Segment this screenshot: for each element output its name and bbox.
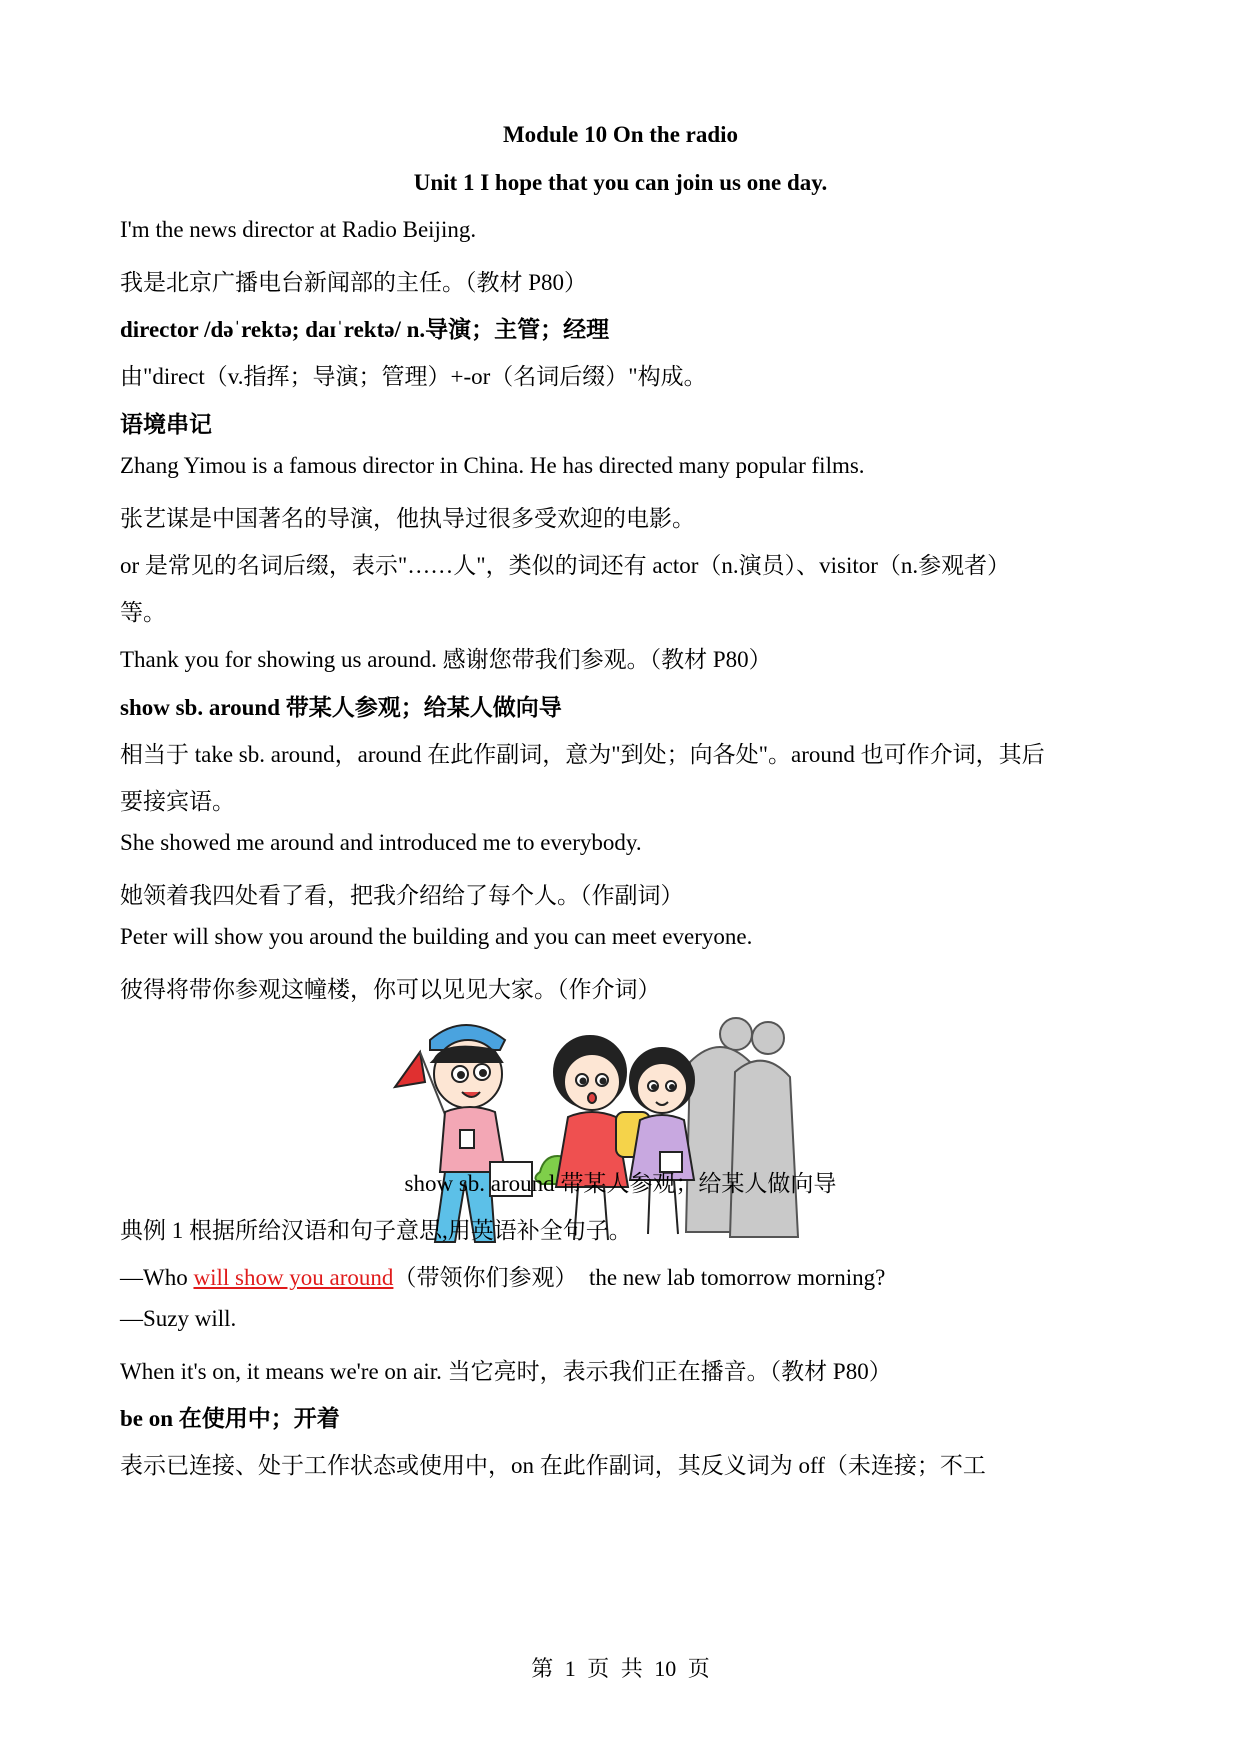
sentence-zh: 我是北京广播电台新闻部的主任。（教材 P80）: [120, 270, 588, 295]
module-title: Module 10 On the radio: [502, 122, 739, 147]
question-prefix: —Who: [120, 1265, 194, 1290]
sentence-en-zh: Thank you for showing us around. 感谢您带我们参观。（教材 P80）: [120, 647, 772, 672]
answer-blank: will show you around: [193, 1265, 394, 1290]
girl-purple-dress: [630, 1048, 694, 1234]
suffix-note: or 是常见的名词后缀，表示"……人"，类似的词还有 actor（n.演员）、visitor（n.参观者）: [120, 553, 1011, 578]
grey-crowd-figures: [686, 1018, 798, 1237]
sentence-on-air: When it's on, it means we're on air. 当它亮时，表示我们正在播音。（教材 P80）: [120, 1359, 892, 1384]
usage-note-cont: 要接宾语。: [120, 789, 235, 814]
illustration-caption: show sb. around 带某人参观；给某人做向导: [404, 1171, 837, 1196]
exercise-heading: 典例 1 根据所给汉语和句子意思,用英语补全句子。: [120, 1218, 632, 1243]
example-en-2: She showed me around and introduced me to everybody.: [120, 830, 642, 855]
example-en: Zhang Yimou is a famous director in China. He has directed many popular films.: [120, 453, 865, 478]
example-zh: 张艺谋是中国著名的导演，他执导过很多受欢迎的电影。: [120, 506, 695, 531]
example-zh-3: 彼得将带你参观这幢楼，你可以见见大家。（作介词）: [120, 977, 661, 1002]
unit-title: Unit 1 I hope that you can join us one day.: [413, 170, 828, 195]
example-en-3: Peter will show you around the building and you can meet everyone.: [120, 924, 753, 949]
section-heading-context: 语境串记: [120, 412, 212, 437]
question-hint: （带领你们参观）: [393, 1265, 578, 1290]
usage-note: 相当于 take sb. around，around 在此作副词，意为"到处；向各处"。around 也可作介词，其后: [120, 742, 1045, 767]
example-zh-2: 她领着我四处看了看，把我介绍给了每个人。（作副词）: [120, 883, 684, 908]
vocab-heading-show-around: show sb. around 带某人参观；给某人做向导: [120, 695, 562, 720]
exercise-question: [120, 1259, 1130, 1292]
question-suffix: the new lab tomorrow morning?: [577, 1265, 886, 1290]
sentence-en: I'm the news director at Radio Beijing.: [120, 217, 477, 242]
suffix-note-cont: 等。: [120, 600, 166, 625]
page-footer: 第 1 页 共 10 页: [531, 1656, 710, 1681]
word-formation-note: 由"direct（v.指挥；导演；管理）+-or（名词后缀）"构成。: [120, 364, 707, 389]
guide-boy: [395, 1025, 532, 1242]
vocab-heading-director: director /dəˈrektə; daɪˈrektə/ n.导演；主管；经理: [120, 317, 610, 342]
vocab-heading-be-on: be on 在使用中；开着: [120, 1406, 340, 1431]
exercise-answer-line: —Suzy will.: [120, 1306, 237, 1331]
be-on-note: 表示已连接、处于工作状态或使用中，on 在此作副词，其反义词为 off（未连接；不工: [120, 1453, 986, 1478]
